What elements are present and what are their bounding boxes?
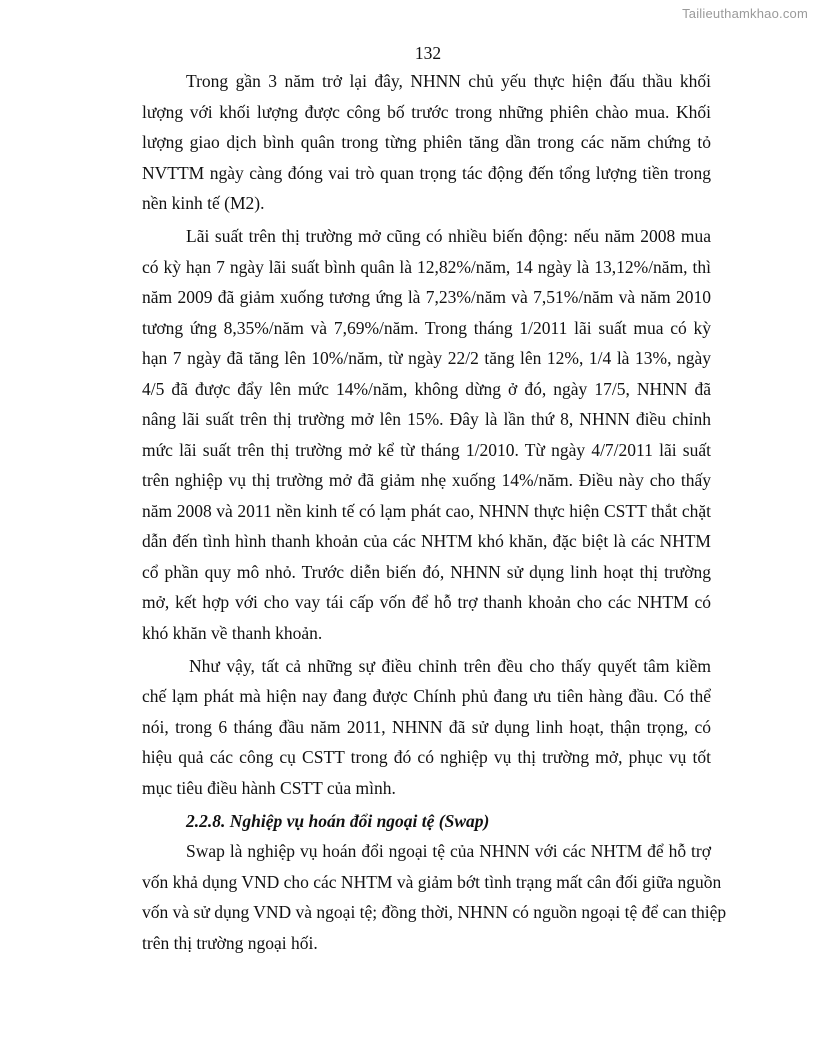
text-line: năm 2009 đã giảm xuống tương ứng là 7,23%/năm và 7,51%/năm và năm 2010 xyxy=(142,287,711,307)
text-line: nói, trong 6 tháng đầu năm 2011, NHNN đã sử dụng linh hoạt, thận trọng, có xyxy=(142,716,711,737)
paragraph xyxy=(142,66,711,219)
text-line: Lãi suất trên thị trường mở cũng có nhiều biến động: nếu năm 2008 mua xyxy=(186,226,711,246)
text-line: chế lạm phát mà hiện nay đang được Chính phủ đang ưu tiên hàng đầu. Có thể xyxy=(142,686,711,706)
text-line: trên thị trường ngoại hối. xyxy=(142,932,318,953)
paragraph xyxy=(142,221,711,648)
text-line: dẫn đến tình hình thanh khoản của các NHTM khó khăn, đặc biệt là các NHTM xyxy=(142,531,711,551)
text-line: trên nghiệp vụ thị trường mở đã giảm nhẹ xuống 14%/năm. Điều này cho thấy xyxy=(142,470,711,490)
text-line: cổ phần quy mô nhỏ. Trước diễn biến đó, NHNN sử dụng linh hoạt thị trường xyxy=(142,561,711,582)
paragraph xyxy=(142,836,727,958)
text-line: 4/5 đã được đẩy lên mức 14%/năm, không dừng ở đó, ngày 17/5, NHNN đã xyxy=(142,378,711,399)
text-line: vốn khả dụng VND cho các NHTM và giảm bớt tình trạng mất cân đối giữa nguồn xyxy=(142,871,722,892)
text-line: tương ứng 8,35%/năm và 7,69%/năm. Trong tháng 1/2011 lãi suất mua có kỳ xyxy=(142,317,711,338)
text-line: mở, kết hợp với cho vay tái cấp vốn để hỗ trợ thanh khoản cho các NHTM có xyxy=(142,592,711,612)
watermark: Tailieuthamkhao.com xyxy=(682,6,808,21)
text-line: nâng lãi suất trên thị trường mở lên 15%. Đây là lần thứ 8, NHNN điều chỉnh xyxy=(142,409,711,429)
text-line: Trong gần 3 năm trở lại đây, NHNN chủ yếu thực hiện đấu thầu khối xyxy=(186,71,711,91)
page-number: 132 xyxy=(414,43,442,63)
text-line: mục tiêu điều hành CSTT của mình. xyxy=(142,777,396,798)
text-line: có kỳ hạn 7 ngày lãi suất bình quân là 12,82%/năm, 14 ngày là 13,12%/năm, thì xyxy=(142,256,711,277)
text-line: Như vậy, tất cả những sự điều chỉnh trên đều cho thấy quyết tâm kiềm xyxy=(189,655,711,676)
text-line: mức lãi suất trên thị trường mở kể từ tháng 1/2010. Từ ngày 4/7/2011 lãi suất xyxy=(142,439,711,460)
text-line: lượng giao dịch bình quân trong từng phiên tăng dần trong các năm chứng tỏ xyxy=(142,132,711,152)
text-line: lượng với khối lượng được công bố trước trong những phiên chào mua. Khối xyxy=(142,101,711,122)
text-line: nền kinh tế (M2). xyxy=(142,193,265,213)
text-line: Swap là nghiệp vụ hoán đổi ngoại tệ của NHNN với các NHTM để hỗ trợ xyxy=(186,841,711,861)
text-line: vốn và sử dụng VND và ngoại tệ; đồng thời, NHNN có nguồn ngoại tệ để can thiệp xyxy=(142,902,727,922)
document-body xyxy=(142,66,727,961)
text-line: NVTTM ngày càng đóng vai trò quan trọng tác động đến tổng lượng tiền trong xyxy=(142,162,711,183)
text-line: khó khăn về thanh khoản. xyxy=(142,622,323,643)
text-line: hiệu quả các công cụ CSTT trong đó có nghiệp vụ thị trường mở, phục vụ tốt xyxy=(142,747,711,767)
section-heading: 2.2.8. Nghiệp vụ hoán đổi ngoại tệ (Swap) xyxy=(186,810,490,831)
text-line: năm 2008 và 2011 nền kinh tế có lạm phát cao, NHNN thực hiện CSTT thắt chặt xyxy=(142,500,711,521)
paragraph xyxy=(142,651,711,804)
text-line: hạn 7 ngày đã tăng lên 10%/năm, từ ngày 22/2 tăng lên 12%, 1/4 là 13%, ngày xyxy=(142,348,711,368)
